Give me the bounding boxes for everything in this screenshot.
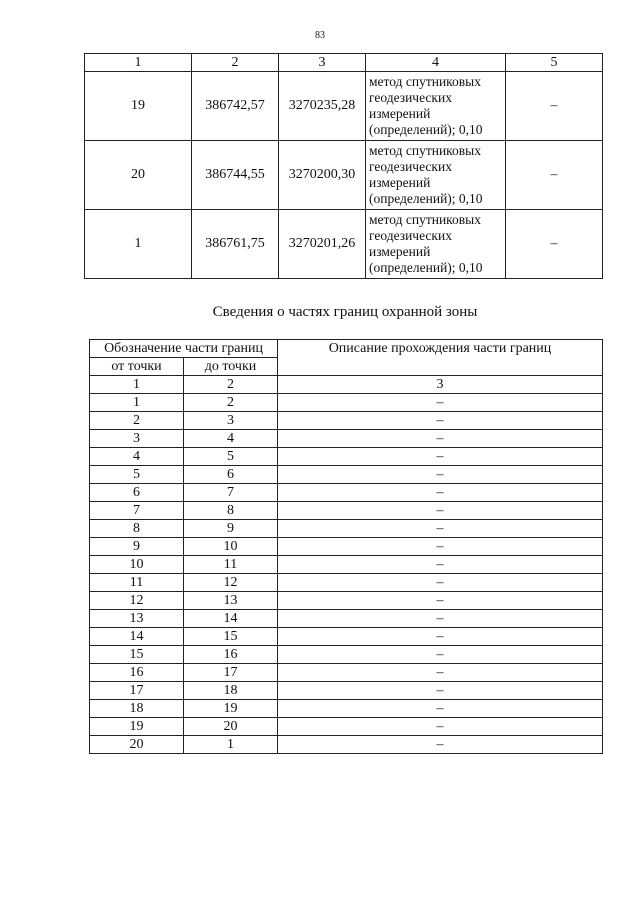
from-point: 16 <box>90 664 184 682</box>
boundary-description: – <box>278 718 603 736</box>
coordinate-y: 3270235,28 <box>279 72 366 141</box>
boundary-description: – <box>278 520 603 538</box>
to-point: 16 <box>184 646 278 664</box>
table-row <box>90 628 603 646</box>
header-from-point: от точки <box>90 358 184 376</box>
to-point: 4 <box>184 430 278 448</box>
section-title: Сведения о частях границ охранной зоны <box>212 304 478 320</box>
column-number-2: 2 <box>192 54 279 72</box>
coordinates-header-row <box>85 54 603 72</box>
to-point: 2 <box>184 394 278 412</box>
table-row <box>90 700 603 718</box>
parts-numbering-row <box>90 376 603 394</box>
to-point: 18 <box>184 682 278 700</box>
column-number-1: 1 <box>90 376 184 394</box>
column-number-3: 3 <box>279 54 366 72</box>
from-point: 17 <box>90 682 184 700</box>
boundary-parts-table <box>89 339 603 754</box>
header-to-point: до точки <box>184 358 278 376</box>
from-point: 10 <box>90 556 184 574</box>
coordinate-x: 386761,75 <box>192 210 279 279</box>
boundary-description: – <box>278 412 603 430</box>
from-point: 19 <box>90 718 184 736</box>
measurement-method: метод спутниковых геодезических измерений (определений); 0,10 <box>366 72 506 141</box>
column-number-5: 5 <box>506 54 603 72</box>
parts-header-row <box>90 340 603 358</box>
from-point: 15 <box>90 646 184 664</box>
table-row <box>90 502 603 520</box>
from-point: 12 <box>90 592 184 610</box>
table-row <box>90 592 603 610</box>
column-number-1: 1 <box>85 54 192 72</box>
boundary-description: – <box>278 574 603 592</box>
from-point: 3 <box>90 430 184 448</box>
column-number-3: 3 <box>278 376 603 394</box>
table-row <box>85 141 603 210</box>
to-point: 9 <box>184 520 278 538</box>
from-point: 7 <box>90 502 184 520</box>
table-row <box>90 664 603 682</box>
boundary-description: – <box>278 736 603 754</box>
boundary-description: – <box>278 538 603 556</box>
from-point: 11 <box>90 574 184 592</box>
from-point: 18 <box>90 700 184 718</box>
boundary-description: – <box>278 664 603 682</box>
boundary-description: – <box>278 484 603 502</box>
table-row <box>90 430 603 448</box>
measurement-method: метод спутниковых геодезических измерений (определений); 0,10 <box>366 210 506 279</box>
to-point: 6 <box>184 466 278 484</box>
to-point: 1 <box>184 736 278 754</box>
from-point: 14 <box>90 628 184 646</box>
boundary-description: – <box>278 502 603 520</box>
table-row <box>90 682 603 700</box>
to-point: 13 <box>184 592 278 610</box>
boundary-description: – <box>278 646 603 664</box>
header-part-designation: Обозначение части границ <box>90 340 278 358</box>
boundary-description: – <box>278 556 603 574</box>
to-point: 12 <box>184 574 278 592</box>
to-point: 10 <box>184 538 278 556</box>
to-point: 11 <box>184 556 278 574</box>
note-cell: – <box>506 72 603 141</box>
note-cell: – <box>506 210 603 279</box>
table-row <box>90 412 603 430</box>
from-point: 8 <box>90 520 184 538</box>
boundary-description: – <box>278 448 603 466</box>
coordinates-table <box>84 53 603 279</box>
coordinate-x: 386742,57 <box>192 72 279 141</box>
to-point: 5 <box>184 448 278 466</box>
from-point: 5 <box>90 466 184 484</box>
from-point: 4 <box>90 448 184 466</box>
table-row <box>90 394 603 412</box>
table-row <box>90 574 603 592</box>
coordinate-y: 3270200,30 <box>279 141 366 210</box>
parts-table-body <box>90 394 603 754</box>
from-point: 13 <box>90 610 184 628</box>
column-number-2: 2 <box>184 376 278 394</box>
table-row <box>85 72 603 141</box>
to-point: 17 <box>184 664 278 682</box>
page-number: 83 <box>315 30 325 41</box>
point-number: 19 <box>85 72 192 141</box>
point-number: 20 <box>85 141 192 210</box>
boundary-description: – <box>278 592 603 610</box>
from-point: 2 <box>90 412 184 430</box>
to-point: 19 <box>184 700 278 718</box>
boundary-description: – <box>278 682 603 700</box>
boundary-description: – <box>278 628 603 646</box>
boundary-description: – <box>278 466 603 484</box>
table-row <box>90 610 603 628</box>
table-row <box>85 210 603 279</box>
point-number: 1 <box>85 210 192 279</box>
from-point: 20 <box>90 736 184 754</box>
boundary-description: – <box>278 700 603 718</box>
coordinate-x: 386744,55 <box>192 141 279 210</box>
from-point: 1 <box>90 394 184 412</box>
column-number-4: 4 <box>366 54 506 72</box>
to-point: 3 <box>184 412 278 430</box>
from-point: 6 <box>90 484 184 502</box>
measurement-method: метод спутниковых геодезических измерений (определений); 0,10 <box>366 141 506 210</box>
to-point: 7 <box>184 484 278 502</box>
to-point: 15 <box>184 628 278 646</box>
table-row <box>90 538 603 556</box>
from-point: 9 <box>90 538 184 556</box>
table-row <box>90 556 603 574</box>
coordinate-y: 3270201,26 <box>279 210 366 279</box>
to-point: 14 <box>184 610 278 628</box>
table-row <box>90 466 603 484</box>
boundary-description: – <box>278 610 603 628</box>
note-cell: – <box>506 141 603 210</box>
to-point: 20 <box>184 718 278 736</box>
boundary-description: – <box>278 430 603 448</box>
to-point: 8 <box>184 502 278 520</box>
boundary-description: – <box>278 394 603 412</box>
table-row <box>90 520 603 538</box>
table-row <box>90 448 603 466</box>
table-row <box>90 736 603 754</box>
table-row <box>90 484 603 502</box>
table-row <box>90 646 603 664</box>
header-description: Описание прохождения части границ <box>278 340 603 376</box>
table-row <box>90 718 603 736</box>
